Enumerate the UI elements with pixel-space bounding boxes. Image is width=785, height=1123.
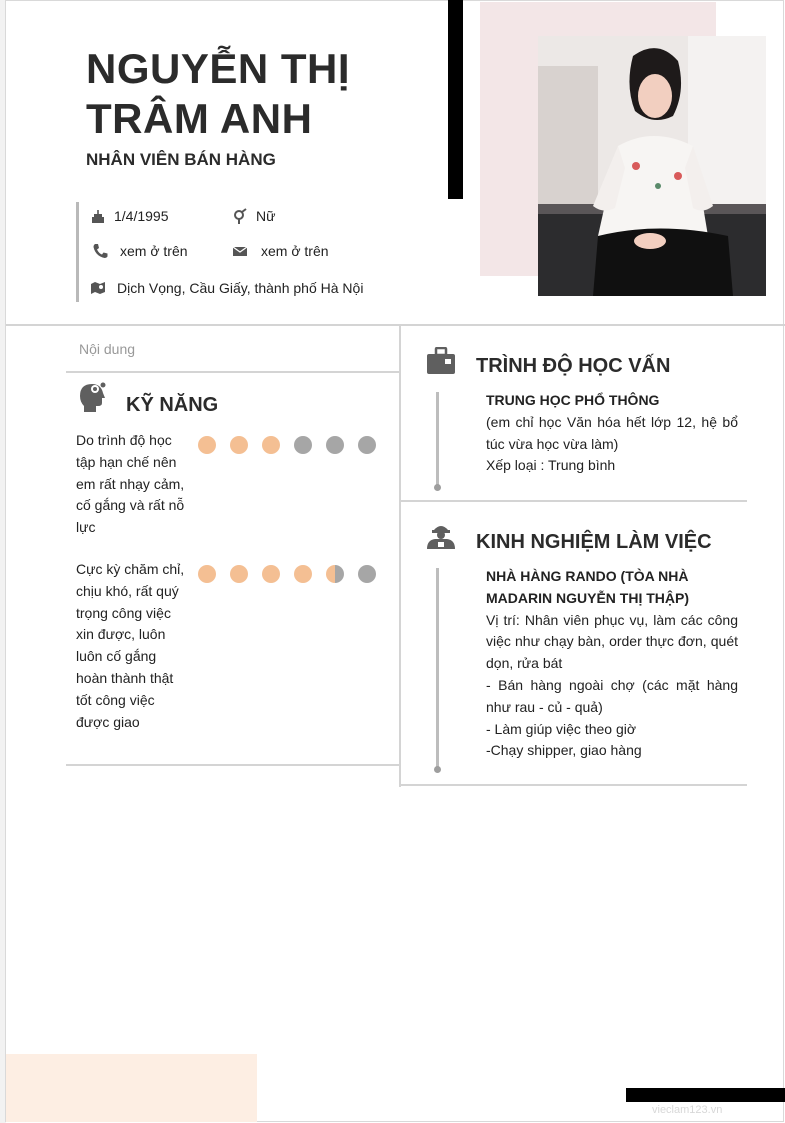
right-mid-divider [401, 500, 747, 502]
skill-dot [198, 436, 216, 454]
column-divider [399, 325, 401, 787]
job-title: NHÂN VIÊN BÁN HÀNG [86, 150, 276, 169]
skill-dot [198, 565, 216, 583]
skill-dot [262, 565, 280, 583]
address-row [90, 280, 363, 296]
name-line-2: TRÂM ANH [86, 95, 313, 142]
education-school: TRUNG HỌC PHỔ THÔNG [486, 392, 660, 408]
phone-icon [92, 243, 108, 259]
gender-row [232, 208, 275, 224]
experience-timeline [436, 568, 439, 768]
watermark: vieclam123.vn [652, 1104, 723, 1116]
head-gears-icon [76, 382, 108, 412]
skill-dot [230, 436, 248, 454]
education-timeline [436, 392, 439, 486]
education-grade: Xếp loại : Trung bình [486, 457, 616, 474]
skill-1-text: Do trình độ học tập hạn chế nên em rất nhạy cảm, cố gắng và rất nỗ lực [76, 432, 185, 536]
header-divider [6, 324, 785, 326]
experience-line: -Chạy shipper, giao hàng [486, 742, 642, 759]
email-row [232, 243, 329, 259]
left-bottom-divider [66, 764, 400, 766]
skill-dot [358, 565, 376, 583]
profile-photo [538, 36, 766, 296]
education-entry [486, 390, 738, 477]
map-icon [90, 280, 106, 296]
skill-dot [326, 436, 344, 454]
skill-2-text: Cực kỳ chăm chỉ, chịu khó, rất quý trọng công việc xin được, luôn luôn cố gắng hoàn thành thật tốt công việc được giao [76, 561, 185, 730]
education-desc: (em chỉ học Văn hóa hết lớp 12, hệ bổ túc vừa học vừa làm) [486, 413, 738, 452]
phone-row [92, 243, 188, 259]
experience-entry [486, 566, 738, 762]
birthday-value: 1/4/1995 [114, 208, 169, 224]
experience-timeline-end [434, 766, 441, 773]
birthday-cake-icon [90, 208, 106, 224]
info-divider [76, 202, 79, 302]
right-bottom-divider [401, 784, 747, 786]
skill-dot [262, 436, 280, 454]
experience-company: NHÀ HÀNG RANDO (TÒA NHÀ MADARIN NGUYỄN THỊ THẬP) [486, 568, 689, 606]
skills-title: KỸ NĂNG [126, 394, 219, 416]
candidate-name [86, 44, 426, 144]
gender-icon [232, 208, 248, 224]
experience-line: - Bán hàng ngoài chợ (các mặt hàng như rau - củ - quả) [486, 676, 738, 715]
email-value: xem ở trên [261, 243, 329, 259]
experience-line: Vị trí: Nhân viên phục vụ, làm các công việc như chạy bàn, order thực đơn, quét dọn, rửa bát [486, 611, 738, 672]
birthday-row [90, 208, 169, 224]
content-placeholder[interactable]: Nội dung [79, 341, 136, 357]
experience-line: - Làm giúp việc theo giờ [486, 720, 637, 737]
decorative-black-bar [448, 0, 463, 199]
skill-dot [294, 565, 312, 583]
phone-value: xem ở trên [120, 243, 188, 259]
worker-icon [425, 522, 457, 550]
experience-title: KINH NGHIỆM LÀM VIỆC [476, 531, 712, 553]
address-value: Dịch Vọng, Cầu Giấy, thành phố Hà Nội [117, 280, 364, 296]
skill-dot [358, 436, 376, 454]
education-title: TRÌNH ĐỘ HỌC VẤN [476, 355, 671, 377]
gender-value: Nữ [256, 208, 276, 224]
skill-dot [294, 436, 312, 454]
skill-dot [230, 565, 248, 583]
education-timeline-end [434, 484, 441, 491]
briefcase-icon [426, 347, 456, 375]
email-icon [232, 243, 248, 259]
skill-dot [326, 565, 344, 583]
decorative-peach-block [6, 1054, 257, 1122]
left-top-divider [66, 371, 400, 373]
decorative-footer-bar [626, 1088, 785, 1102]
name-line-1: NGUYỄN THỊ [86, 45, 351, 92]
